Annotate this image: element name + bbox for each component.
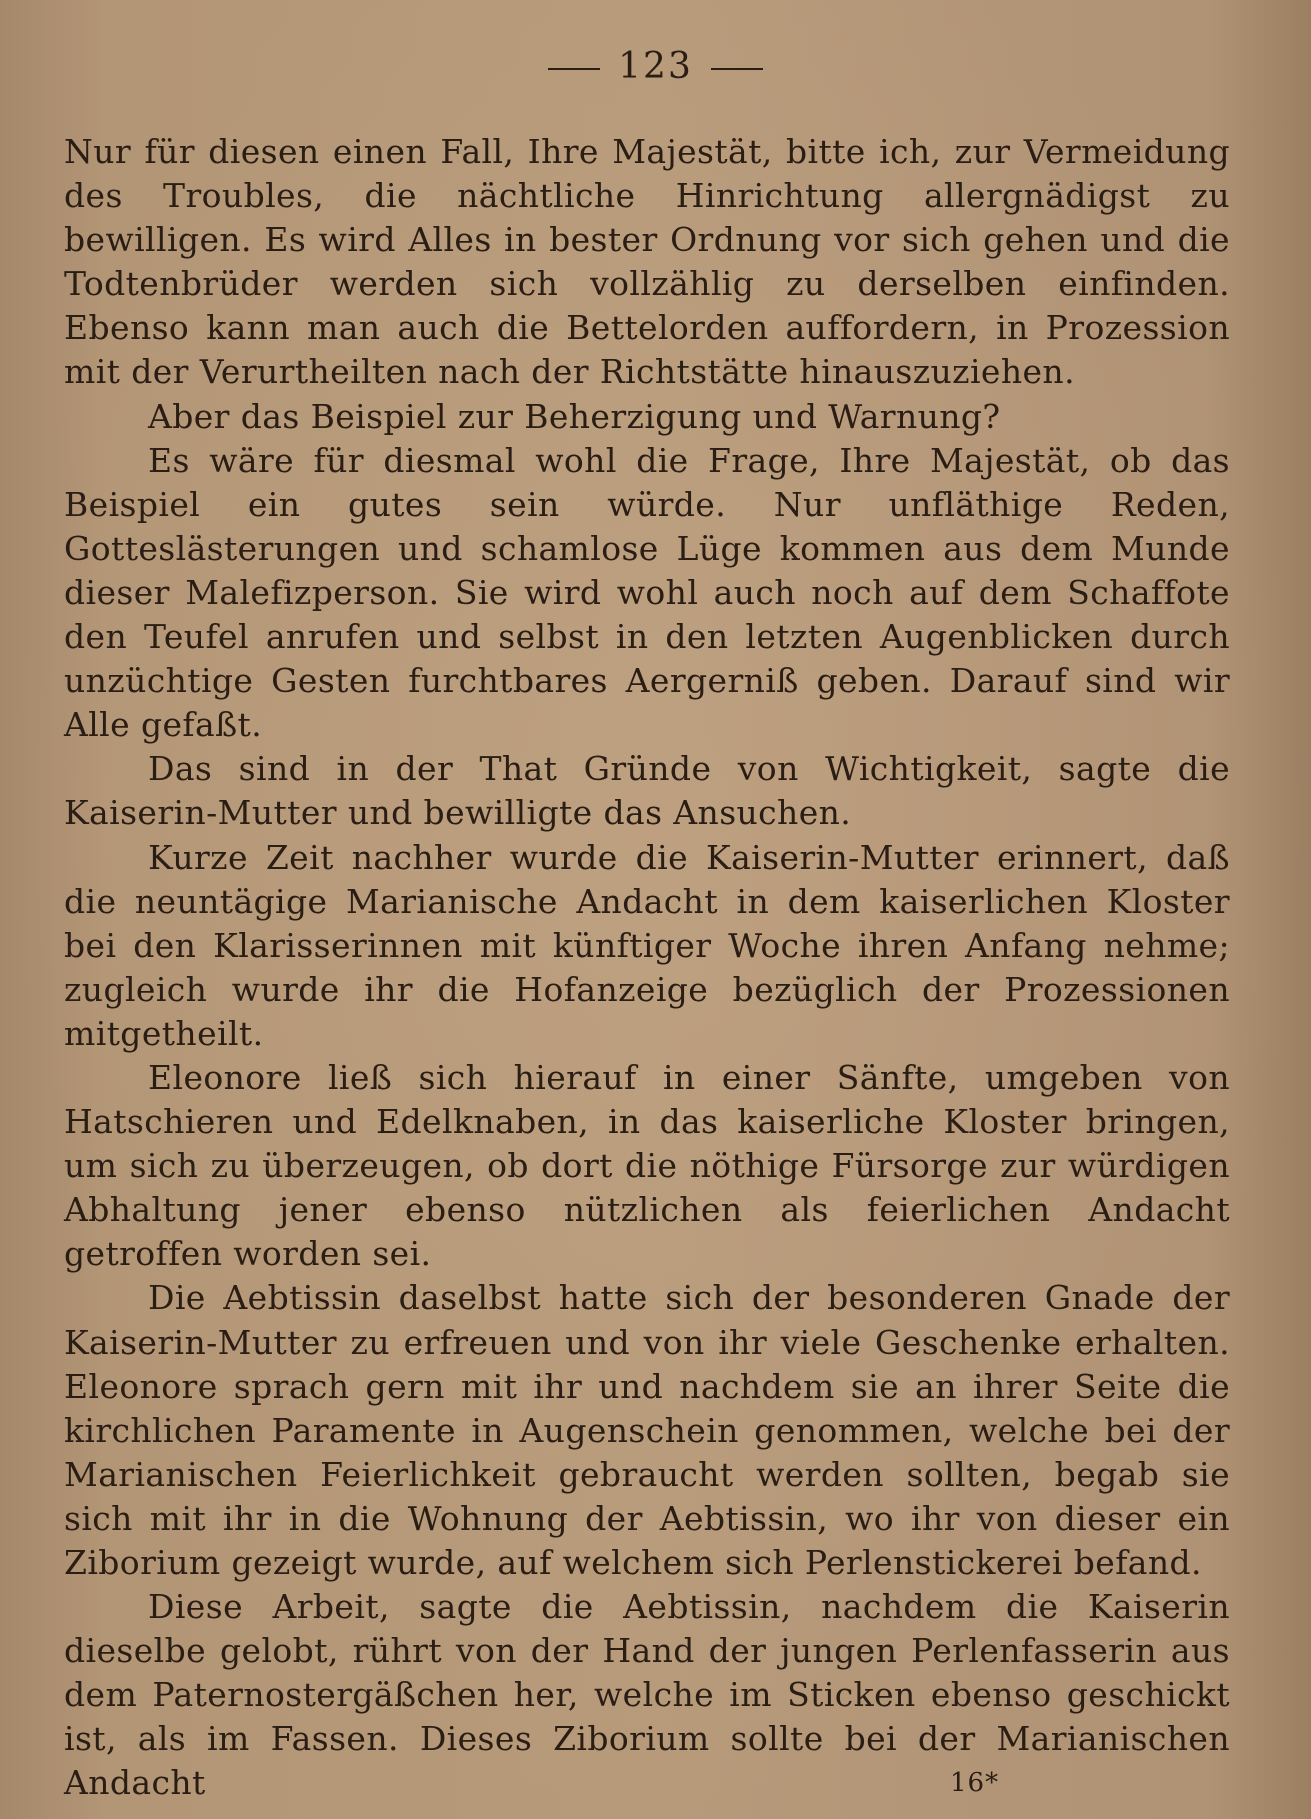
header-dash-right (711, 68, 763, 70)
paragraph-3: Es wäre für diesmal wohl die Frage, Ihre Majestät, ob das Beispiel ein gutes sein würde. Nur unfläthige Reden, Gotteslästerungen und schamlose Lüge kommen aus dem Munde dieser Malefizperson. Sie wird wohl auch noch auf dem Schaffote den Teufel anrufen und selbst in den letzten Augenblicken durch unzüchtige Gesten furchtbares Aergerniß geben. Darauf sind wir Alle gefaßt. (64, 440, 1230, 745)
signature-mark: 16* (950, 1768, 1000, 1798)
paragraph-4: Das sind in der That Gründe von Wichtigkeit, sagte die Kaiserin-Mutter und bewilligte das Ansuchen. (64, 749, 1230, 833)
paragraph-5: Kurze Zeit nachher wurde die Kaiserin-Mutter erinnert, daß die neuntägige Marianische Andacht in dem kaiserlichen Kloster bei den Klarisserinnen mit künftiger Woche ihren Anfang nehme; zugleich wurde ihr die Hofanzeige bezüglich der Prozessionen mitgetheilt. (64, 837, 1230, 1053)
body-text (64, 130, 1230, 1806)
paragraph-6: Eleonore ließ sich hierauf in einer Sänfte, umgeben von Hatschieren und Edelknaben, in das kaiserliche Kloster bringen, um sich zu überzeugen, ob dort die nöthige Fürsorge zur würdigen Abhaltung jener ebenso nützlichen als feierlichen Andacht getroffen worden sei. (64, 1057, 1230, 1274)
page-number: 123 (618, 46, 693, 87)
page-header (0, 46, 1311, 87)
paragraph-1: Nur für diesen einen Fall, Ihre Majestät, bitte ich, zur Vermeidung des Troubles, die nächtliche Hinrichtung allergnädigst zu bewilligen. Es wird Alles in bester Ordnung vor sich gehen und die Todtenbrüder werden sich vollzählig zu derselben einfinden. Ebenso kann man auch die Bettelorden auffordern, in Prozession mit der Verurtheilten nach der Richtstätte hinauszuziehen. (64, 132, 1230, 392)
paragraph-7: Die Aebtissin daselbst hatte sich der besonderen Gnade der Kaiserin-Mutter zu erfreuen und von ihr viele Geschenke erhalten. Eleonore sprach gern mit ihr und nachdem sie an ihrer Seite die kirchlichen Paramente in Augenschein genommen, welche bei der Marianischen Feierlichkeit gebraucht werden sollten, begab sie sich mit ihr in die Wohnung der Aebtissin, wo ihr von dieser ein Ziborium gezeigt wurde, auf welchem sich Perlenstickerei befand. (64, 1278, 1230, 1582)
paragraph-8: Diese Arbeit, sagte die Aebtissin, nachdem die Kaiserin dieselbe gelobt, rührt von der Hand der jungen Perlenfasserin aus dem Paternostergäßchen her, welche im Sticken ebenso geschickt ist, als im Fassen. Dieses Ziborium sollte bei der Marianischen Andacht (64, 1587, 1230, 1803)
paragraph-2: Aber das Beispiel zur Beherzigung und Warnung? (148, 396, 1001, 436)
header-dash-left (548, 68, 600, 70)
